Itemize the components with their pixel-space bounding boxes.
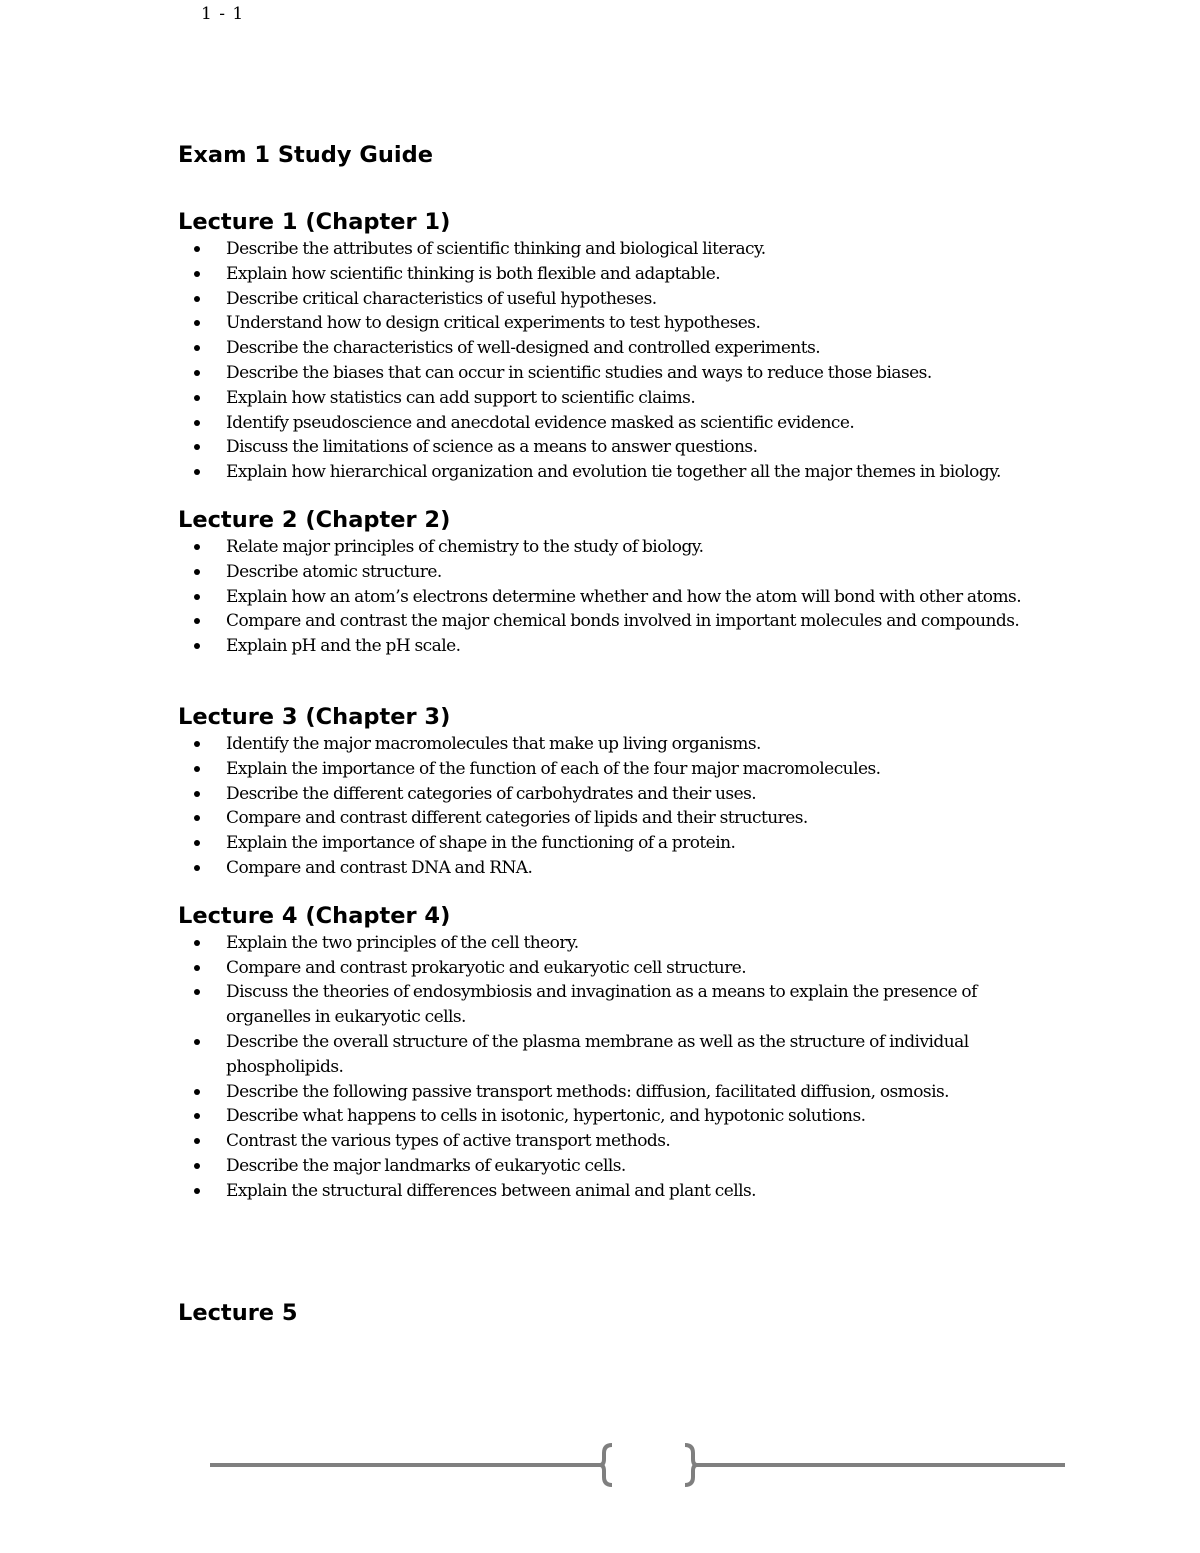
list-item: Describe the biases that can occur in scientific studies and ways to reduce those biases.	[178, 361, 1038, 386]
list-item: Explain how scientific thinking is both flexible and adaptable.	[178, 262, 1038, 287]
list-item: Describe what happens to cells in isotonic, hypertonic, and hypotonic solutions.	[178, 1104, 1038, 1129]
list-item: Compare and contrast the major chemical bonds involved in important molecules and compounds.	[178, 609, 1038, 634]
list-item: Explain the importance of shape in the functioning of a protein.	[178, 831, 1038, 856]
page-number: 1 - 1	[201, 4, 245, 24]
list-item: Discuss the limitations of science as a means to answer questions.	[178, 435, 1038, 460]
document-title: Exam 1 Study Guide	[178, 142, 433, 168]
list-item: Explain the importance of the function of each of the four major macromolecules.	[178, 757, 1038, 782]
list-item: Describe the different categories of carbohydrates and their uses.	[178, 782, 1038, 807]
list-item: Explain how hierarchical organization and evolution tie together all the major themes in biology.	[178, 460, 1038, 485]
list-item: Describe the overall structure of the plasma membrane as well as the structure of individual phospholipids.	[178, 1030, 1038, 1080]
section-heading: Lecture 5	[178, 1299, 298, 1326]
list-item: Describe the attributes of scientific thinking and biological literacy.	[178, 237, 1038, 262]
list-item: Compare and contrast different categories of lipids and their structures.	[178, 806, 1038, 831]
objective-list	[178, 732, 1038, 881]
document-body	[178, 140, 1038, 1328]
section-lecture-2	[178, 505, 1038, 659]
list-item: Discuss the theories of endosymbiosis and invagination as a means to explain the presence of organelles in eukaryotic cells.	[178, 980, 1038, 1030]
list-item: Identify pseudoscience and anecdotal evidence masked as scientific evidence.	[178, 411, 1038, 436]
objective-list	[178, 931, 1038, 1204]
section-lecture-3	[178, 702, 1038, 881]
section-lecture-5	[178, 1298, 1038, 1328]
footer-rule	[210, 1443, 1065, 1487]
list-item: Explain how an atom’s electrons determine whether and how the atom will bond with other atoms.	[178, 585, 1038, 610]
list-item: Describe the characteristics of well-designed and controlled experiments.	[178, 336, 1038, 361]
list-item: Explain pH and the pH scale.	[178, 634, 1038, 659]
section-heading: Lecture 4 (Chapter 4)	[178, 902, 451, 929]
list-item: Describe critical characteristics of useful hypotheses.	[178, 287, 1038, 312]
list-item: Describe atomic structure.	[178, 560, 1038, 585]
list-item: Compare and contrast DNA and RNA.	[178, 856, 1038, 881]
section-heading: Lecture 3 (Chapter 3)	[178, 703, 451, 730]
list-item: Explain the two principles of the cell theory.	[178, 931, 1038, 956]
section-lecture-1	[178, 207, 1038, 485]
list-item: Identify the major macromolecules that make up living organisms.	[178, 732, 1038, 757]
list-item: Explain the structural differences between animal and plant cells.	[178, 1179, 1038, 1204]
list-item: Explain how statistics can add support to scientific claims.	[178, 386, 1038, 411]
section-lecture-4	[178, 901, 1038, 1204]
list-item: Describe the major landmarks of eukaryotic cells.	[178, 1154, 1038, 1179]
objective-list	[178, 237, 1038, 485]
section-heading: Lecture 1 (Chapter 1)	[178, 209, 451, 235]
list-item: Compare and contrast prokaryotic and eukaryotic cell structure.	[178, 956, 1038, 981]
section-heading: Lecture 2 (Chapter 2)	[178, 506, 451, 533]
list-item: Understand how to design critical experiments to test hypotheses.	[178, 311, 1038, 336]
list-item: Contrast the various types of active transport methods.	[178, 1129, 1038, 1154]
list-item: Relate major principles of chemistry to the study of biology.	[178, 535, 1038, 560]
list-item: Describe the following passive transport methods: diffusion, facilitated diffusion, osmosis.	[178, 1080, 1038, 1105]
objective-list	[178, 535, 1038, 659]
